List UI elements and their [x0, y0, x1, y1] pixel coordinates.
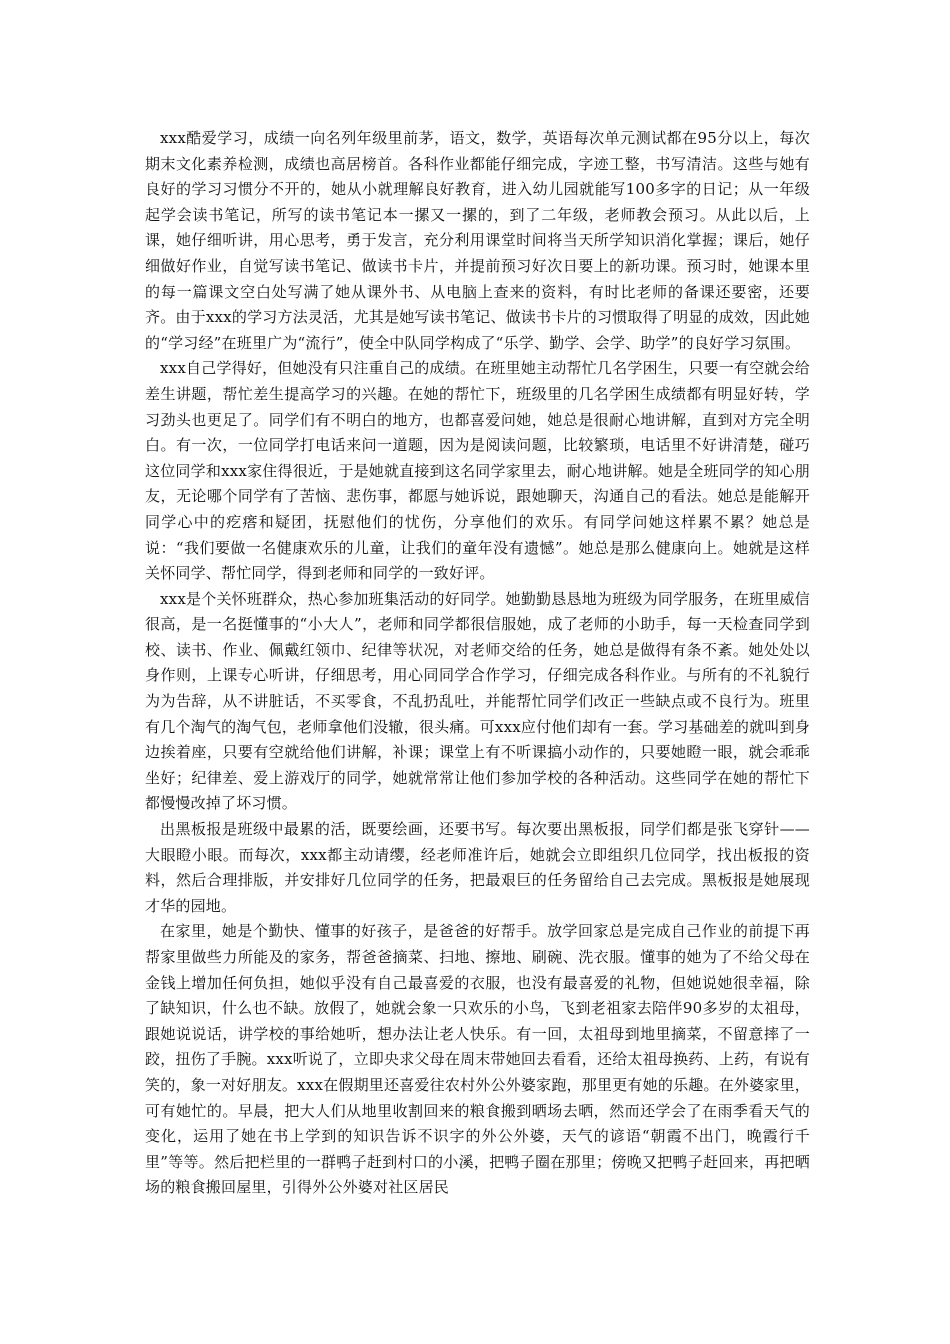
- paragraph-at-home: 在家里，她是个勤快、懂事的好孩子，是爸爸的好帮手。放学回家总是完成自己作业的前提下再帮家里做些力所能及的家务，帮爸爸摘菜、扫地、擦地、刷碗、洗衣服。懂事的她为了不给父母在金钱上增加任何负担，她似乎没有自己最喜爱的衣服，也没有最喜爱的礼物，但她说她很幸福，除了缺知识，什么也不缺。放假了，她就会象一只欢乐的小鸟，飞到老祖家去陪伴90多岁的太祖母，跟她说说话，讲学校的事给她听，想办法让老人快乐。有一回，太祖母到地里摘菜，不留意摔了一跤，扭伤了手腕。xxx听说了，立即央求父母在周末带她回去看看，还给太祖母换药、上药，有说有笑的，象一对好朋友。xxx在假期里还喜爱往农村外公外婆家跑，那里更有她的乐趣。在外婆家里，可有她忙的。早晨，把大人们从地里收割回来的粮食搬到晒场去晒，然而还学会了在雨季看天气的变化，运用了她在书上学到的知识告诉不识字的外公外婆，天气的谚语“朝霞不出门，晚霞行千里”等等。然后把栏里的一群鸭子赶到村口的小溪，把鸭子圈在那里；傍晚又把鸭子赶回来，再把晒场的粮食搬回屋里，引得外公外婆对社区居民: [145, 922, 810, 1197]
- document-body: [145, 126, 810, 1201]
- paragraph-helping-classmates: xxx自己学得好，但她没有只注重自己的成绩。在班里她主动帮忙几名学困生，只要一有空就会给差生讲题，帮忙差生提高学习的兴趣。在她的帮忙下，班级里的几名学困生成绩都有明显好转，学习劲头也更足了。同学们有不明白的地方，也都喜爱问她，她总是很耐心地讲解，直到对方完全明白。有一次，一位同学打电话来问一道题，因为是阅读问题，比较繁琐，电话里不好讲清楚，碰巧这位同学和xxx家住得很近，于是她就直接到这名同学家里去，耐心地讲解。她是全班同学的知心朋友，无论哪个同学有了苦恼、悲伤事，都愿与她诉说，跟她聊天，沟通自己的看法。她总是能解开同学心中的疙瘩和疑团，抚慰他们的忧伤，分享他们的欢乐。有同学问她这样累不累？她总是说：“我们要做一名健康欢乐的儿童，让我们的童年没有遗憾”。她总是那么健康向上。她就是这样关怀同学、帮忙同学，得到老师和同学的一致好评。: [145, 359, 810, 583]
- paragraph-blackboard-newspaper: 出黑板报是班级中最累的活，既要绘画，还要书写。每次要出黑板报，同学们都是张飞穿针——大眼瞪小眼。而每次，xxx都主动请缨，经老师准许后，她就会立即组织几位同学，找出板报的资料，然后合理排版，并安排好几位同学的任务，把最艰巨的任务留给自己去完成。黑板报是她展现才华的园地。: [145, 820, 810, 915]
- paragraph-class-collective: xxx是个关怀班群众，热心参加班集活动的好同学。她勤勤恳恳地为班级为同学服务，在班里威信很高，是一名挺懂事的“小大人”，老师和同学都很信服她，成了老师的小助手，每一天检查同学到校、读书、作业、佩戴红领巾、纪律等状况，对老师交给的任务，她总是做得有条不紊。她处处以身作则，上课专心听讲，仔细思考，用心同同学合作学习，仔细完成各科作业。与所有的不礼貌行为为告辞，从不讲脏话，不买零食，不乱扔乱吐，并能帮忙同学们改正一些缺点或不良行为。班里有几个淘气的淘气包，老师拿他们没辙，很头痛。可xxx应付他们却有一套。学习基础差的就叫到身边挨着座，只要有空就给他们讲解，补课；课堂上有不听课搞小动作的，只要她瞪一眼，就会乖乖坐好；纪律差、爱上游戏厅的同学，她就常常让他们参加学校的各种活动。这些同学在她的帮忙下都慢慢改掉了坏习惯。: [145, 589, 810, 813]
- paragraph-study-habits: xxx酷爱学习，成绩一向名列年级里前茅，语文，数学，英语每次单元测试都在95分以上，每次期末文化素养检测，成绩也高居榜首。各科作业都能仔细完成，字迹工整，书写清洁。这些与她有良好的学习习惯分不开的，她从小就理解良好教育，进入幼儿园就能写100多字的日记；从一年级起学会读书笔记，所写的读书笔记本一摞又一摞的，到了二年级，老师教会预习。从此以后，上课，她仔细听讲，用心思考，勇于发言，充分利用课堂时间将当天所学知识消化掌握；课后，她仔细做好作业，自觉写读书笔记、做读书卡片，并提前预习好次日要上的新功课。预习时，她课本里的每一篇课文空白处写满了她从课外书、从电脑上查来的资料，有时比老师的备课还要密，还要齐。由于xxx的学习方法灵活，尤其是她写读书笔记、做读书卡片的习惯取得了明显的成效，因此她的“学习经”在班里广为“流行”，使全中队同学构成了“乐学、勤学、会学、助学”的良好学习氛围。: [145, 129, 810, 352]
